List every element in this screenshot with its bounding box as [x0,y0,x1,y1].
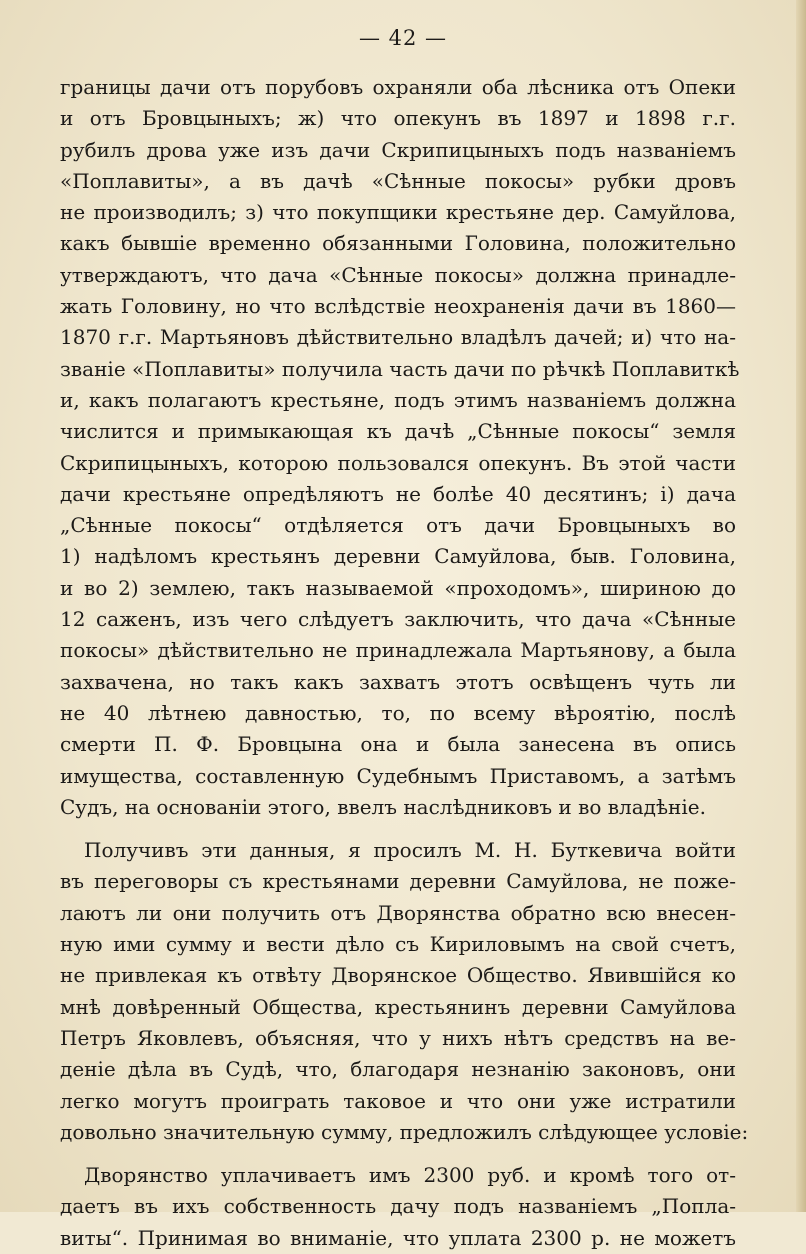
text-line: даетъ въ ихъ собственность дачу подъ названіемъ „Попла- [60,1194,736,1219]
text-line: „Сѣнные покосы“ отдѣляется отъ дачи Бровцыныхъ во [60,513,736,538]
text-line: званіе «Поплавиты» получила часть дачи по рѣчкѣ Поплавиткѣ [60,356,740,381]
text-line: легко могутъ проиграть таковое и что они уже истратили [60,1088,736,1113]
paragraph [60,1160,736,1254]
text-line: имущества, составленную Судебнымъ Приставомъ, а затѣмъ [60,763,736,788]
text-line: Дворянство уплачиваетъ имъ 2300 руб. и кромѣ того от- [84,1163,736,1188]
text-line: не привлекая къ отвѣту Дворянское Общество. Явившійся ко [60,963,736,988]
text-line: какъ бывшіе временно обязанными Головина, положительно [60,231,736,256]
text-line: смерти П. Ф. Бровцына она и была занесена въ опись [60,732,736,757]
page-number: — 42 — [358,26,448,50]
paragraph [60,835,749,1148]
paragraph-gap [60,1148,736,1160]
text-line: дачи крестьяне опредѣляютъ не болѣе 40 десятинъ; і) дача [60,481,736,506]
text-line: не 40 лѣтнею давностью, то, по всему вѣроятію, послѣ [60,700,736,725]
paragraph-gap [60,823,736,835]
text-line: въ переговоры съ крестьянами деревни Самуйлова, не поже- [60,869,736,894]
text-line: Скрипицыныхъ, которою пользовался опекунъ. Въ этой части [60,450,736,475]
page-spine-shadow [796,0,806,1212]
paragraph [60,72,740,823]
text-line: ную ими сумму и вести дѣло съ Кириловымъ на свой счетъ, [60,932,736,957]
text-line: лаютъ ли они получить отъ Дворянства обратно всю внесен- [60,900,736,925]
text-line: мнѣ довѣренный Общества, крестьянинъ деревни Самуйлова [60,994,736,1019]
text-line: деніе дѣла въ Судѣ, что, благодаря незнанію законовъ, они [60,1057,736,1082]
text-line: виты“. Принимая во вниманіе, что уплата 2300 р. не можетъ [60,1225,736,1250]
text-line: утверждаютъ, что дача «Сѣнные покосы» должна принадле- [60,262,736,287]
text-line: и, какъ полагаютъ крестьяне, подъ этимъ названіемъ должна [60,387,736,412]
text-line: рубилъ дрова уже изъ дачи Скрипицыныхъ подъ названіемъ [60,137,736,162]
text-line: довольно значительную сумму, предложилъ слѣдующее условіе: [60,1119,749,1144]
text-line: Судъ, на основаніи этого, ввелъ наслѣдниковъ и во владѣніе. [60,794,706,819]
body-text [60,72,749,1254]
text-line: 1) надѣломъ крестьянъ деревни Самуйлова, быв. Головина, [60,544,736,569]
text-line: 1870 г.г. Мартьяновъ дѣйствительно владѣлъ дачей; и) что на- [60,325,736,350]
text-line: «Поплавиты», а въ дачѣ «Сѣнные покосы» рубки дровъ [60,168,736,193]
text-line: не производилъ; з) что покупщики крестьяне дер. Самуйлова, [60,200,736,225]
text-line: жать Головину, но что вслѣдствіе неохраненія дачи въ 1860— [60,294,736,319]
text-line: границы дачи отъ порубовъ охраняли оба лѣсника отъ Опеки [60,75,736,99]
text-line: 12 саженъ, изъ чего слѣдуетъ заключить, что дача «Сѣнные [60,607,736,632]
text-line: и во 2) землею, такъ называемой «проходомъ», шириною до [60,575,736,600]
text-line: Петръ Яковлевъ, объясняя, что у нихъ нѣтъ средствъ на ве- [60,1025,736,1050]
text-line: захвачена, но такъ какъ захватъ этотъ освѣщенъ чуть ли [60,669,736,694]
text-line: числится и примыкающая къ дачѣ „Сѣнные покосы“ земля [60,419,736,444]
text-line: и отъ Бровцыныхъ; ж) что опекунъ въ 1897 и 1898 г.г. [60,106,736,131]
text-line: Получивъ эти данныя, я просилъ М. Н. Буткевича войти [84,838,736,863]
text-line: покосы» дѣйствительно не принадлежала Мартьянову, а была [60,638,736,663]
